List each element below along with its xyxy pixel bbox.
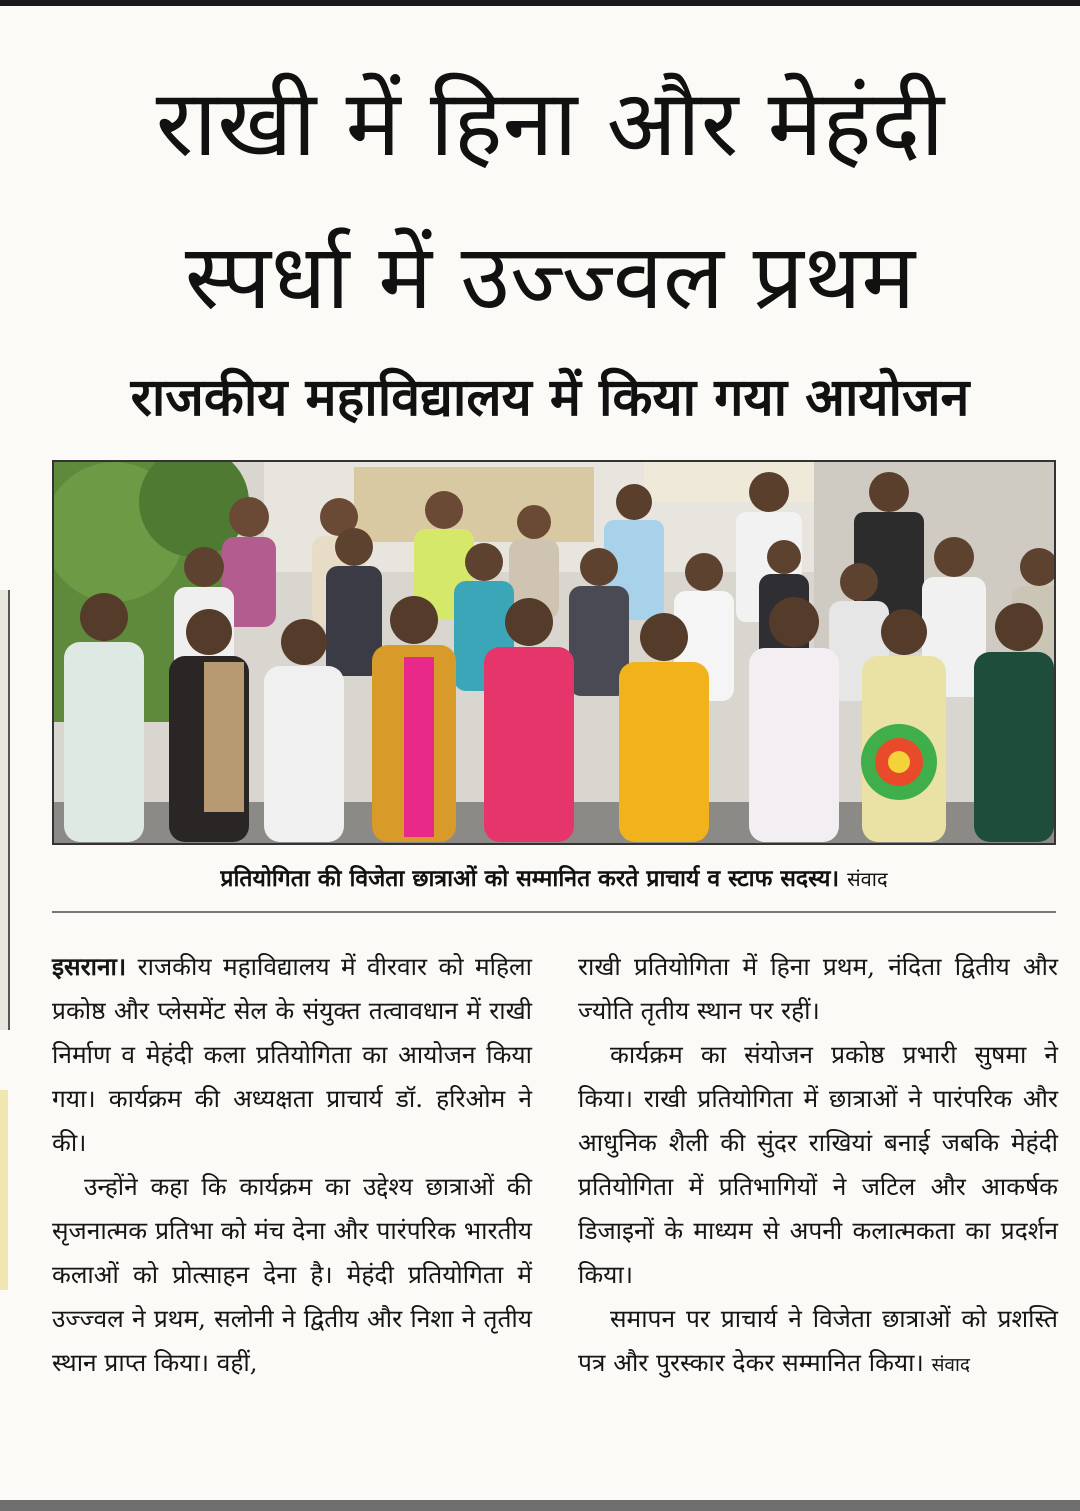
bottom-border: [0, 1500, 1080, 1511]
article-paragraph: कार्यक्रम का संयोजन प्रकोष्ठ प्रभारी सुषमा ने किया। राखी प्रतियोगिता में छात्राओं ने पारंपरिक और आधुनिक शैली की सुंदर राखियां बनाई जबकि मेहंदी प्रतियोगिता में प्रतिभागियों ने जटिल और आकर्षक डिजाइनों के माध्यम से अपनी कलात्मकता का प्रदर्शन किया।: [578, 1040, 1058, 1289]
caption-text: प्रतियोगिता की विजेता छात्राओं को सम्मानित करते प्राचार्य व स्टाफ सदस्य।: [220, 866, 840, 892]
article-paragraph: राखी प्रतियोगिता में हिना प्रथम, नंदिता द्वितीय और ज्योति तृतीय स्थान पर रहीं।: [578, 952, 1058, 1025]
adjacent-photo-edge: [0, 590, 10, 1030]
subheadline: राजकीय महाविद्यालय में किया गया आयोजन: [130, 368, 970, 428]
top-border-rule: [0, 0, 1080, 6]
dateline: इसराना।: [52, 952, 127, 981]
caption-divider: [52, 911, 1056, 913]
article-paragraph: उन्होंने कहा कि कार्यक्रम का उद्देश्य छात्राओं की सृजनात्मक प्रतिभा को मंच देना और पारंपरिक भारतीय कलाओं को प्रोत्साहन देना है। मेहंदी प्रतियोगिता में उज्ज्वल ने प्रथम, सलोनी ने द्वितीय और निशा ने तृतीय स्थान प्राप्त किया। वहीं,: [52, 1172, 532, 1377]
caption-credit: संवाद: [847, 867, 888, 891]
headline-line-1: राखी में हिना और मेहंदी: [155, 70, 945, 177]
article-byline: संवाद: [931, 1354, 970, 1376]
headline-line-2: स्पर्धा में उज्ज्वल प्रथम: [184, 225, 916, 330]
adjacent-box-edge: [0, 1090, 8, 1290]
adjacent-article-edge: [0, 60, 8, 200]
article-column-left: [52, 945, 532, 1385]
photo-caption: [52, 862, 1056, 896]
group-photo: [52, 460, 1056, 845]
article-paragraph: [52, 945, 532, 1165]
article-column-right: [578, 945, 1058, 1387]
article-paragraph: [578, 1297, 1058, 1387]
paragraph-text: राजकीय महाविद्यालय में वीरवार को महिला प्रकोष्ठ और प्लेसमेंट सेल के संयुक्त तत्वावधान में राखी निर्माण व मेहंदी कला प्रतियोगिता का आयोजन किया गया। कार्यक्रम की अध्यक्षता प्राचार्य डॉ. हरिओम ने की।: [52, 952, 532, 1157]
paragraph-text: समापन पर प्राचार्य ने विजेता छात्राओं को प्रशस्ति पत्र और पुरस्कार देकर सम्मानित किया।: [578, 1304, 1058, 1377]
